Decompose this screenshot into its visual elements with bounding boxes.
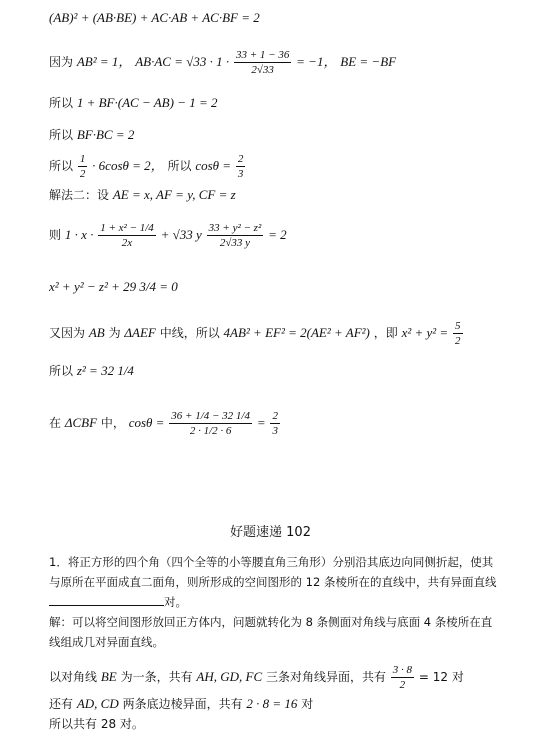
fraction-11a: $\frac{36 + 1/4 - 32 1/4}{2 \cdot 1/2 \cdot 6}$ bbox=[171, 410, 250, 437]
equation-line-3 bbox=[49, 95, 217, 111]
equation-4: BF·BC = 2 bbox=[76, 127, 135, 142]
solution-line-4 bbox=[49, 716, 144, 732]
text-suoyi-10: 所以 bbox=[49, 364, 74, 378]
text-ze: 则 bbox=[49, 228, 62, 242]
equation-10: z² = 32 1/4 bbox=[76, 363, 134, 378]
equation-8: x² + y² − z² + 29 3/4 = 0 bbox=[49, 279, 178, 294]
equation-5b: cosθ = bbox=[195, 158, 232, 173]
problem-statement bbox=[49, 552, 497, 612]
solution-line-2 bbox=[49, 663, 464, 692]
text-suoyi-3: 所以 bbox=[49, 96, 74, 110]
equation-line-2 bbox=[49, 48, 396, 77]
segment-ab: AB bbox=[88, 325, 105, 340]
text-zhong: 中， bbox=[100, 416, 125, 430]
text-wei: 为 bbox=[108, 326, 121, 340]
equation-2c: = −1， bbox=[296, 54, 337, 69]
equation-line-7 bbox=[49, 221, 287, 250]
text-yinwei: 因为 bbox=[49, 55, 74, 69]
equation-line-5 bbox=[49, 152, 246, 181]
equation-11b: = bbox=[256, 415, 266, 430]
equation-6: AE = x, AF = y, CF = z bbox=[112, 187, 236, 202]
equation-line-11 bbox=[49, 409, 281, 438]
equation-7b: + √33 y bbox=[160, 227, 202, 242]
equation-line-8 bbox=[49, 279, 178, 295]
fraction-sol2: $\frac{3 \cdot 8}{2}$ bbox=[392, 664, 413, 691]
section-title: 好题速递 102 bbox=[230, 525, 311, 540]
text-you-yinwei: 又因为 bbox=[49, 326, 86, 340]
text-ji: ，即 bbox=[373, 326, 398, 340]
fraction-5b: $\frac{2}{3}$ bbox=[237, 153, 244, 180]
equation-line-10 bbox=[49, 363, 134, 379]
answer-blank bbox=[49, 593, 164, 606]
equation-sol3: 2 · 8 = 16 bbox=[246, 696, 298, 711]
text-sol3-end: 对 bbox=[301, 697, 314, 711]
fraction-11b: $\frac{2}{3}$ bbox=[272, 410, 278, 437]
equation-1: (AB)² + (AB·BE) + AC·AB + AC·BF = 2 bbox=[49, 10, 260, 25]
fraction-2: $\frac{33 + 1 - 36}{2√33}$ bbox=[235, 49, 290, 76]
problem-text: 1．将正方形的四个角（四个全等的小等腰直角三角形）分别沿其底边向同侧折起，使其与原所在平面成直二面角，则所形成的空间图形的 12 条棱所在的直线中，共有异面直线 bbox=[49, 555, 497, 589]
problem-text-end: 对。 bbox=[164, 595, 187, 609]
equation-2a: AB² = 1， bbox=[76, 54, 132, 69]
text-suoyi-5b: 所以 bbox=[167, 159, 192, 173]
text-sol2-pre: 以对角线 bbox=[49, 670, 98, 684]
text-suoyi-5: 所以 bbox=[49, 159, 74, 173]
text-suoyi-4: 所以 bbox=[49, 128, 74, 142]
equation-line-1 bbox=[49, 10, 260, 26]
equation-line-4 bbox=[49, 127, 134, 143]
edge-list: AD, CD bbox=[76, 696, 119, 711]
fraction-7a: $\frac{\text{1 + x² − 1/4}}{2x}$ bbox=[100, 222, 154, 249]
equation-2b: AB·AC = √33 · 1 · bbox=[135, 54, 230, 69]
text-sol3-pre: 还有 bbox=[49, 697, 74, 711]
text-zai: 在 bbox=[49, 416, 62, 430]
triangle-aef: ΔAEF bbox=[124, 325, 156, 340]
fraction-5a: $\frac{1}{2}$ bbox=[79, 153, 86, 180]
diagonal-list: AH, GD, FC bbox=[196, 669, 263, 684]
text-jiefa-er: 解法二：设 bbox=[49, 188, 110, 202]
fraction-7b: $\frac{\text{33 + y² − z²}}{2√33 y}$ bbox=[208, 222, 262, 249]
text-zhongxian: 中线，所以 bbox=[159, 326, 220, 340]
equation-9b: x² + y² = bbox=[401, 325, 449, 340]
equation-2d: BE = −BF bbox=[340, 54, 397, 69]
equation-11a: cosθ = bbox=[128, 415, 165, 430]
text-sol3-mid: 两条底边棱异面，共有 bbox=[122, 697, 243, 711]
equation-7a: 1 · x · bbox=[64, 227, 94, 242]
equation-line-9 bbox=[49, 319, 464, 348]
text-sol2-mid2: 三条对角线异面，共有 bbox=[265, 670, 386, 684]
solution-intro: 解：可以将空间图形放回正方体内，问题就转化为 8 条侧面对角线与底面 4 条棱所在直线组成几对异面直线。 bbox=[49, 615, 493, 649]
diagonal-be: BE bbox=[100, 669, 117, 684]
equation-7c: = 2 bbox=[268, 227, 287, 242]
equation-9a: 4AB² + EF² = 2(AE² + AF²) bbox=[223, 325, 370, 340]
text-sol2-mid: 为一条，共有 bbox=[120, 670, 193, 684]
equation-3: 1 + BF·(AC − AB) − 1 = 2 bbox=[76, 95, 218, 110]
text-sol2-end: = 12 对 bbox=[418, 670, 464, 684]
triangle-cbf: ΔCBF bbox=[64, 415, 98, 430]
fraction-9: $\frac{5}{2}$ bbox=[455, 320, 461, 347]
equation-5a: · 6cosθ = 2， bbox=[92, 158, 164, 173]
solution-line-3 bbox=[49, 696, 313, 712]
text-conclusion: 所以共有 28 对。 bbox=[49, 717, 144, 731]
equation-line-6 bbox=[49, 187, 236, 203]
